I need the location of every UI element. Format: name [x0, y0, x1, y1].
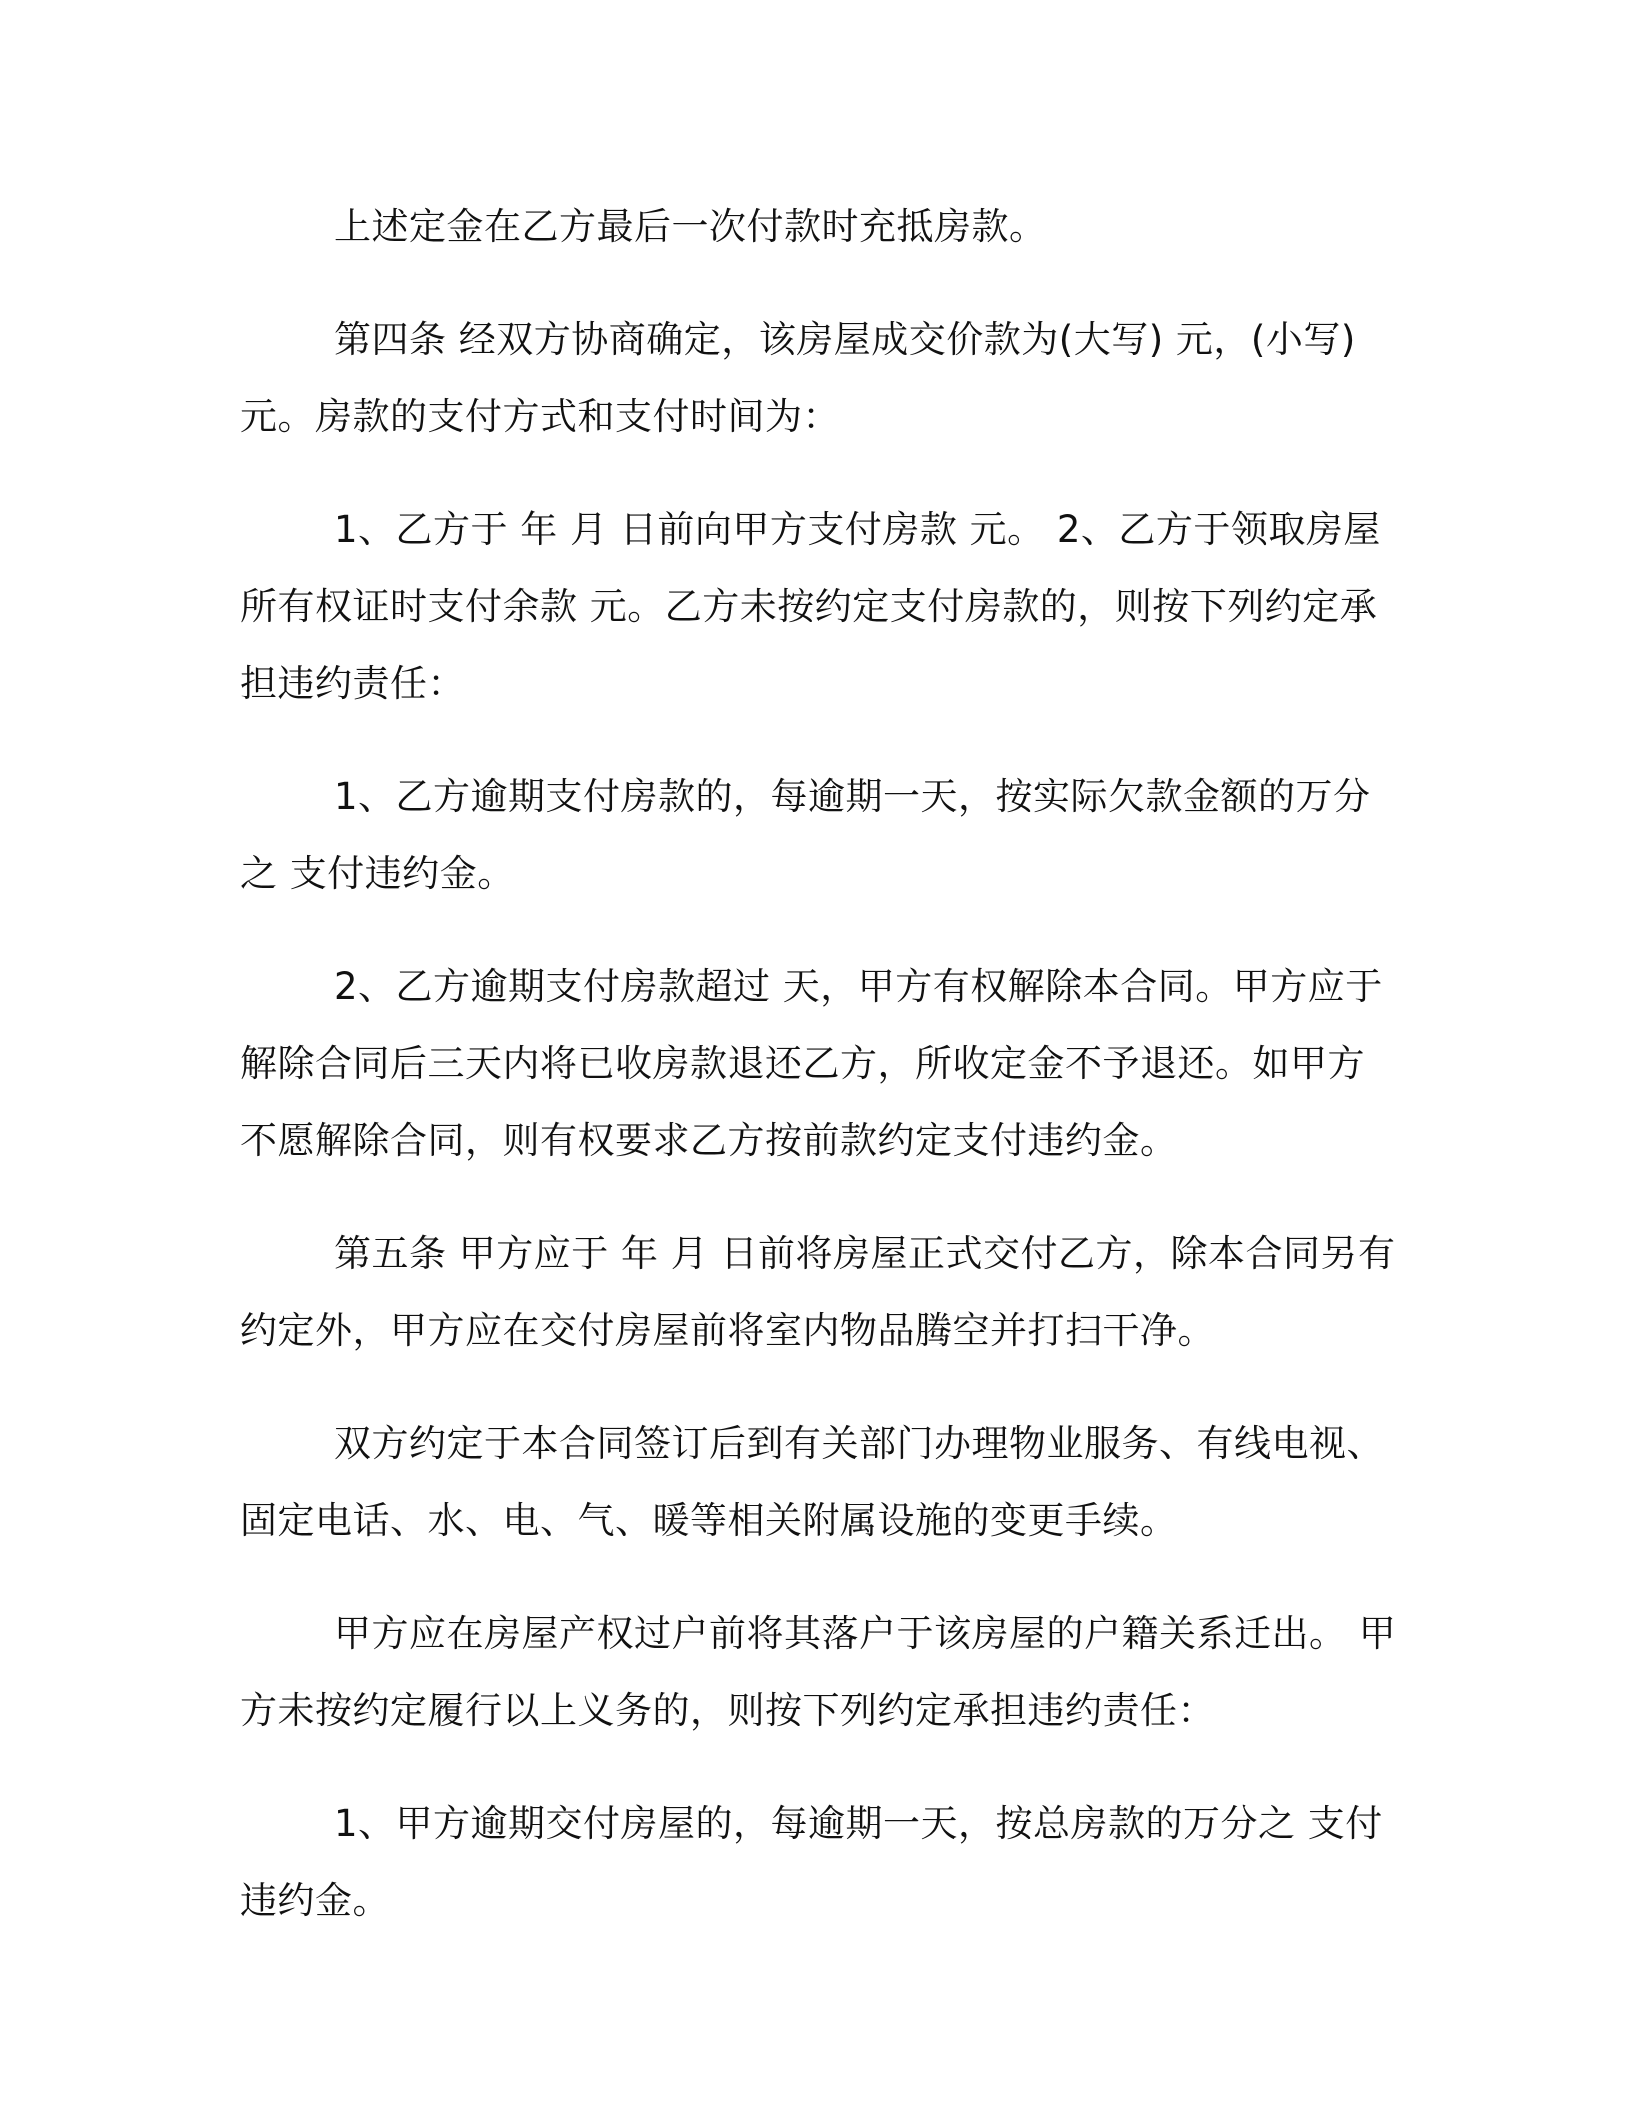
paragraph-deposit-offset: 上述定金在乙方最后一次付款时充抵房款。 — [334, 205, 1047, 248]
paragraph-buyer-late-payment: 1、乙方逾期支付房款的，每逾期一天，按实际欠款金额的万分之 支付违约金。 — [240, 775, 1371, 895]
paragraph-article-4: 第四条 经双方协商确定，该房屋成交价款为(大写) 元，(小写) 元。房款的支付方式和支付时间为： — [240, 318, 1356, 438]
document-body — [240, 188, 1400, 1975]
paragraph-utility-transfer: 双方约定于本合同签订后到有关部门办理物业服务、有线电视、固定电话、水、电、气、暖等相关附属设施的变更手续。 — [240, 1422, 1384, 1542]
paragraph-article-5: 第五条 甲方应于 年 月 日前将房屋正式交付乙方，除本合同另有约定外，甲方应在交付房屋前将室内物品腾空并打扫干净。 — [240, 1232, 1396, 1352]
paragraph-payment-schedule: 1、乙方于 年 月 日前向甲方支付房款 元。 2、乙方于领取房屋所有权证时支付余款 元。乙方未按约定支付房款的，则按下列约定承担违约责任： — [240, 508, 1381, 705]
paragraph-seller-late-delivery: 1、甲方逾期交付房屋的，每逾期一天，按总房款的万分之 支付违约金。 — [240, 1802, 1383, 1922]
paragraph-buyer-overdue-termination: 2、乙方逾期支付房款超过 天，甲方有权解除本合同。甲方应于解除合同后三天内将已收房款退还乙方，所收定金不予退还。如甲方不愿解除合同，则有权要求乙方按前款约定支付违约金。 — [240, 965, 1383, 1162]
paragraph-household-registration: 甲方应在房屋产权过户前将其落户于该房屋的户籍关系迁出。 甲方未按约定履行以上义务的，则按下列约定承担违约责任： — [240, 1612, 1397, 1732]
